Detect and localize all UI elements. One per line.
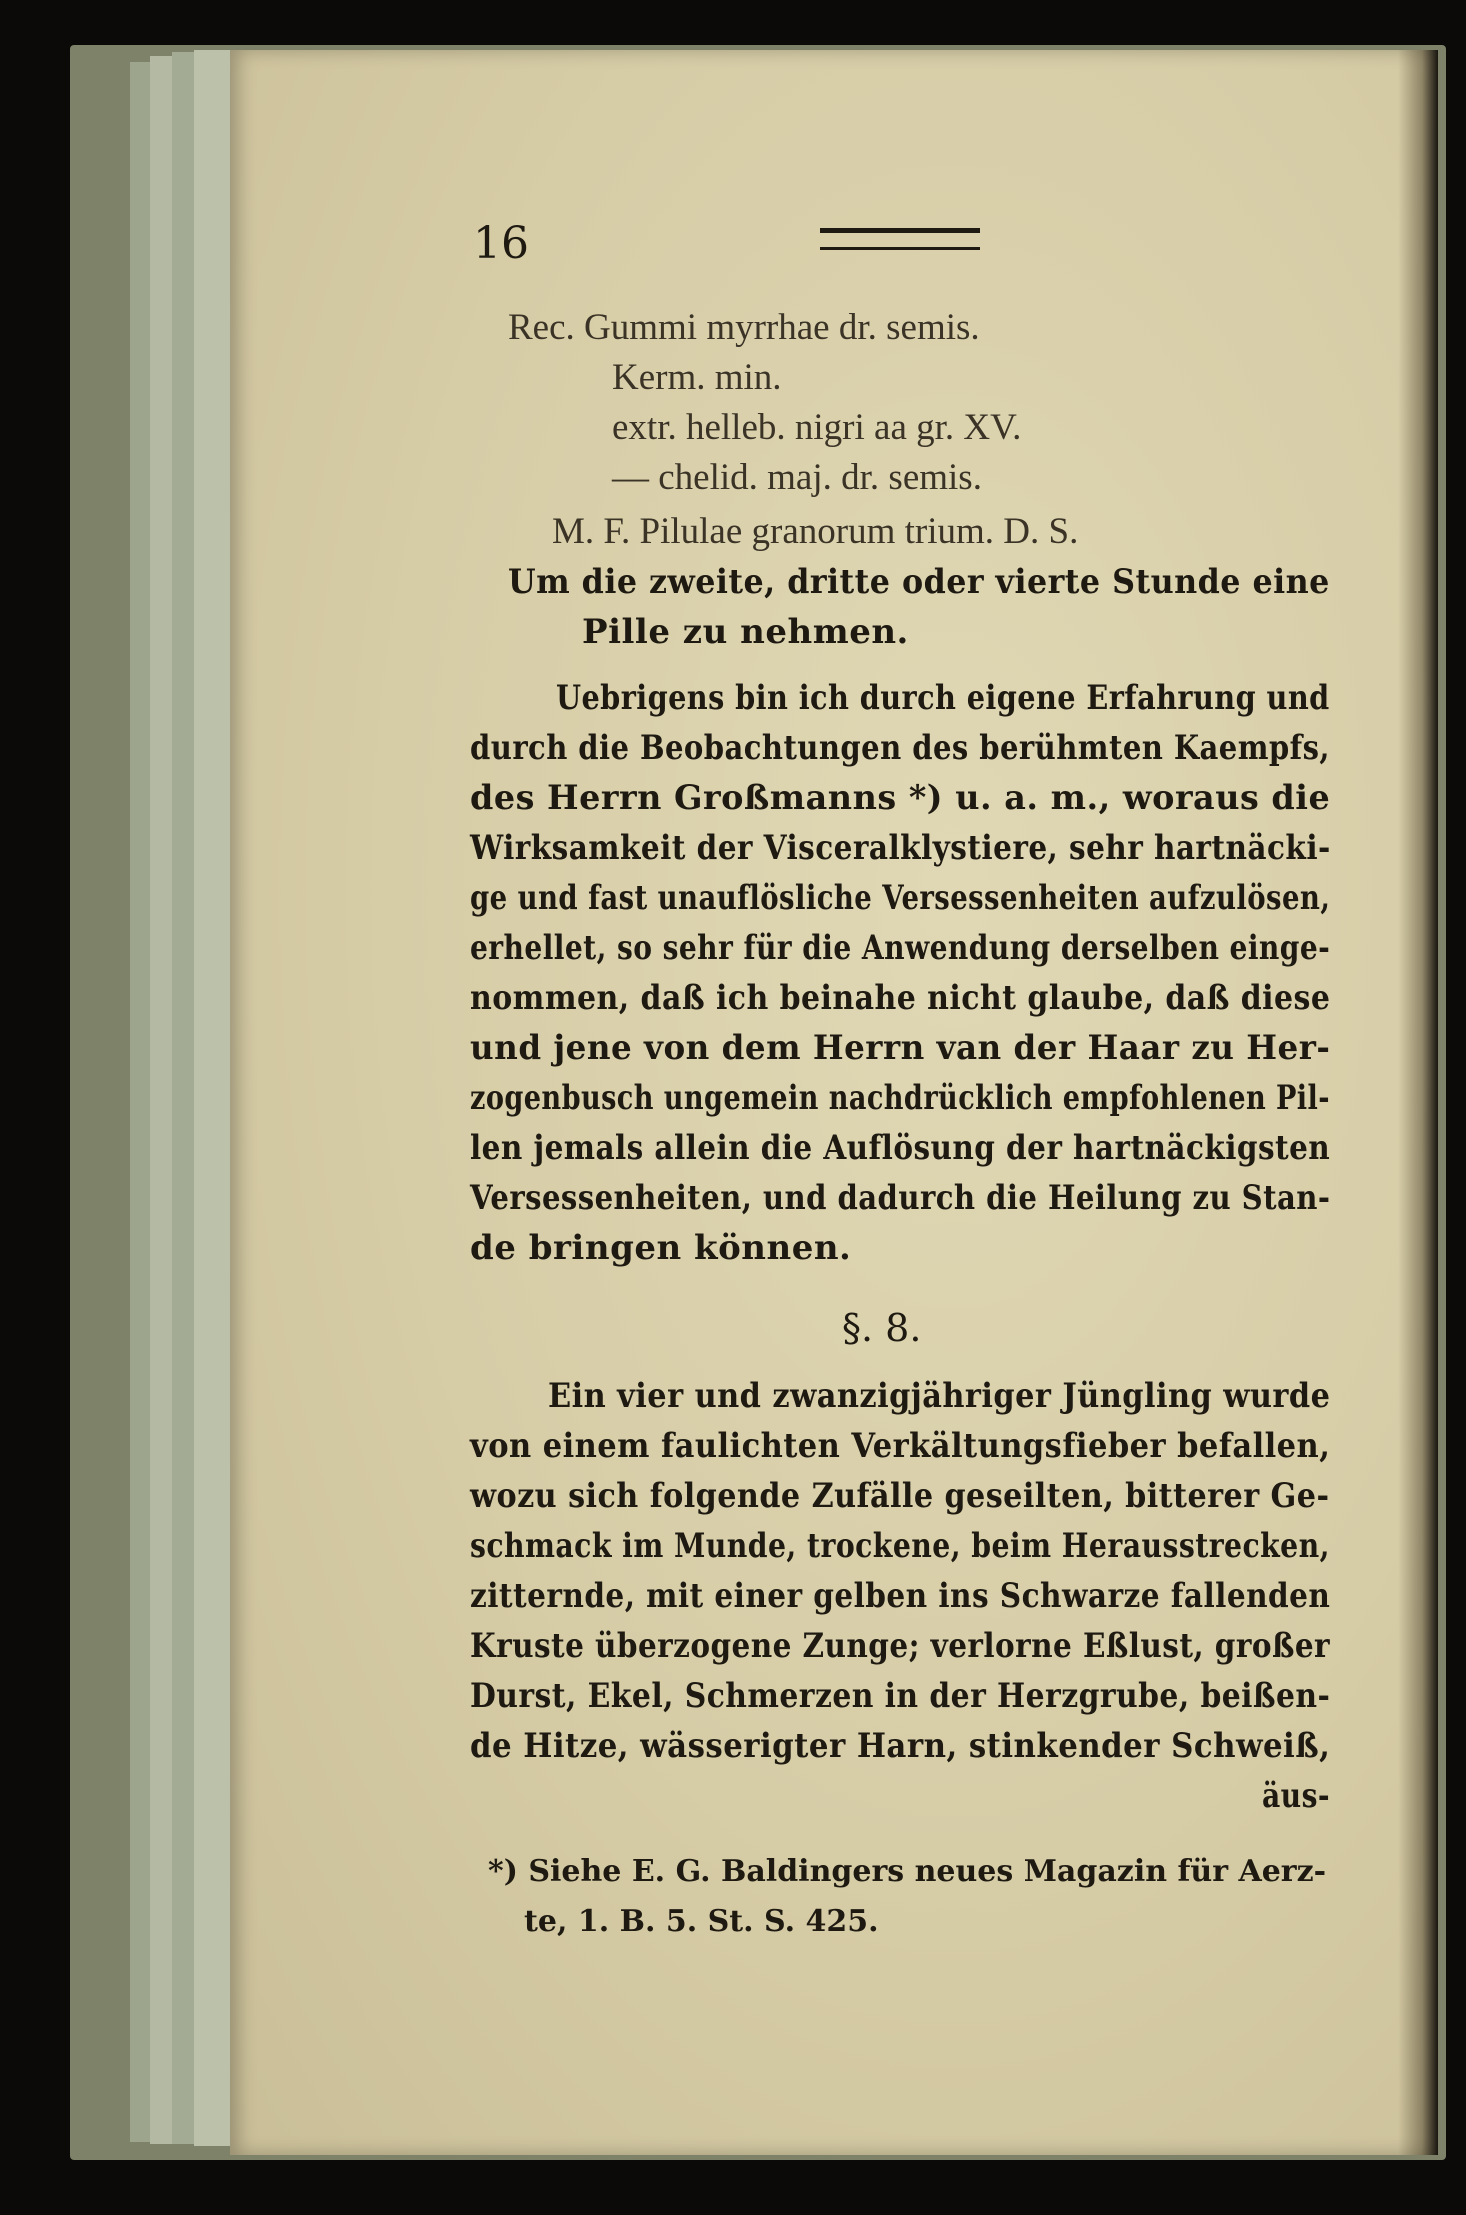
paragraph-line: ge und fast unauflösliche Versessenheiten aufzulösen, [470,878,1331,918]
catchword: äus- [1262,1776,1330,1816]
recipe-line: — chelid. maj. dr. semis. [612,457,982,498]
paragraph-line: des Herrn Großmanns *) u. a. m., woraus die [470,778,1331,818]
paragraph-line: Versessenheiten, und dadurch die Heilung zu Stan- [470,1178,1331,1218]
footnote-line: te, 1. B. 5. St. S. 425. [524,1904,879,1939]
paragraph-line: de Hitze, wässerigter Harn, stinkender Schweiß, [470,1726,1331,1766]
recipe-line: Rec. Gummi myrrhae dr. semis. [508,307,980,348]
paragraph-line: von einem faulichten Verkältungsfieber befallen, [470,1426,1331,1466]
paragraph-line: de bringen können. [470,1228,852,1268]
paragraph-line: erhellet, so sehr für die Anwendung derselben einge- [470,928,1331,968]
paragraph-line: Ein vier und zwanzigjähriger Jüngling wurde [548,1376,1331,1416]
paragraph-line: und jene von dem Herrn van der Haar zu Her- [470,1028,1331,1068]
paragraph-line: Kruste überzogene Zunge; verlorne Eßlust, großer [470,1626,1331,1666]
paragraph-line: wozu sich folgende Zufälle geseilten, bitterer Ge- [470,1476,1330,1516]
instruction-line: Um die zweite, dritte oder vierte Stunde eine [508,562,1330,602]
recipe-line: M. F. Pilulae granorum trium. D. S. [552,511,1079,552]
page-leaf-edge [194,50,235,2146]
paragraph-line: len jemals allein die Auflösung der hartnäckigsten [470,1128,1331,1168]
footnote-line: *) Siehe E. G. Baldingers neues Magazin für Aerz- [488,1854,1327,1889]
paragraph-line: zitternde, mit einer gelben ins Schwarze fallenden [470,1576,1331,1616]
recipe-line: extr. helleb. nigri aa gr. XV. [612,407,1022,448]
paragraph-line: schmack im Munde, trockene, beim Herausstrecken, [470,1526,1330,1566]
instruction-line: Pille zu nehmen. [582,612,909,652]
page-number: 16 [473,218,529,269]
paragraph-line: Durst, Ekel, Schmerzen in der Herzgrube, beißen- [470,1676,1331,1716]
header-ornament-rule [820,228,980,250]
recipe-line: Kerm. min. [612,357,782,398]
paragraph-line: nommen, daß ich beinahe nicht glaube, daß diese [470,978,1331,1018]
paragraph-line: durch die Beobachtungen des berühmten Kaempfs, [470,728,1330,768]
paragraph-line: zogenbusch ungemein nachdrücklich empfohlenen Pil- [470,1078,1330,1118]
section-heading: §. 8. [842,1306,922,1350]
paragraph-line: Uebrigens bin ich durch eigene Erfahrung und [556,678,1330,718]
paragraph-line: Wirksamkeit der Visceralklystiere, sehr hartnäcki- [470,828,1331,868]
page-gutter-shadow [1398,50,1438,2155]
